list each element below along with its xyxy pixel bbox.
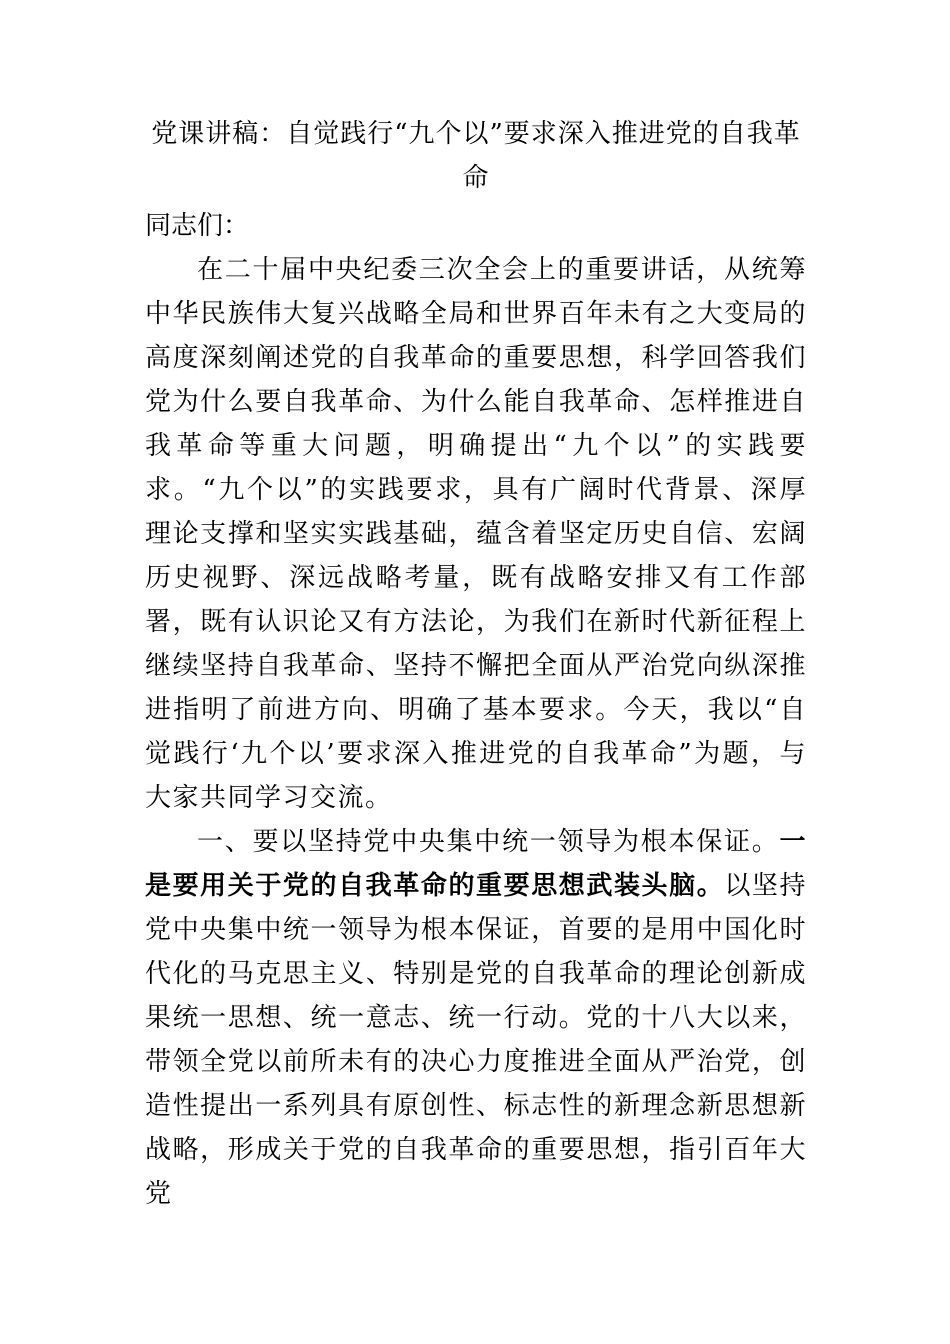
document-page <box>145 112 807 1216</box>
document-title: 党课讲稿：自觉践行“九个以”要求深入推进党的自我革命 <box>151 119 801 193</box>
salutation: 同志们： <box>145 211 250 241</box>
paragraph-section-one <box>145 820 807 1216</box>
section-one-bold-point: 一是要用关于党的自我革命的重要思想武装头脑。 <box>145 827 807 901</box>
section-one-heading: 一、要以坚持党中央集中统一领导为根本保证。 <box>197 827 780 857</box>
paragraph-intro: 在二十届中央纪委三次全会上的重要讲话，从统筹中华民族伟大复兴战略全局和世界百年未有之大变局的高度深刻阐述党的自我革命的重要思想，科学回答我们党为什么要自我革命、为什么能自我革命、怎样推进自我革命等重大问题，明确提出“九个以”的实践要求。“九个以”的实践要求，具有广阔时代背景、深厚理论支撑和坚实实践基础，蕴含着坚定历史自信、宏阔历史视野、深远战略考量，既有战略安排又有工作部署，既有认识论又有方法论，为我们在新时代新征程上继续坚持自我革命、坚持不懈把全面从严治党向纵深推进指明了前进方向、明确了基本要求。今天，我以“自觉践行‘九个以’要求深入推进党的自我革命”为题，与大家共同学习交流。 <box>145 255 807 813</box>
section-one-body: 以坚持党中央集中统一领导为根本保证，首要的是用中国化时代化的马克思主义、特别是党的自我革命的理论创新成果统一思想、统一意志、统一行动。党的十八大以来，带领全党以前所未有的决心力度推进全面从严治党，创造性提出一系列具有原创性、标志性的新理念新思想新战略，形成关于党的自我革命的重要思想，指引百年大党 <box>145 871 807 1209</box>
